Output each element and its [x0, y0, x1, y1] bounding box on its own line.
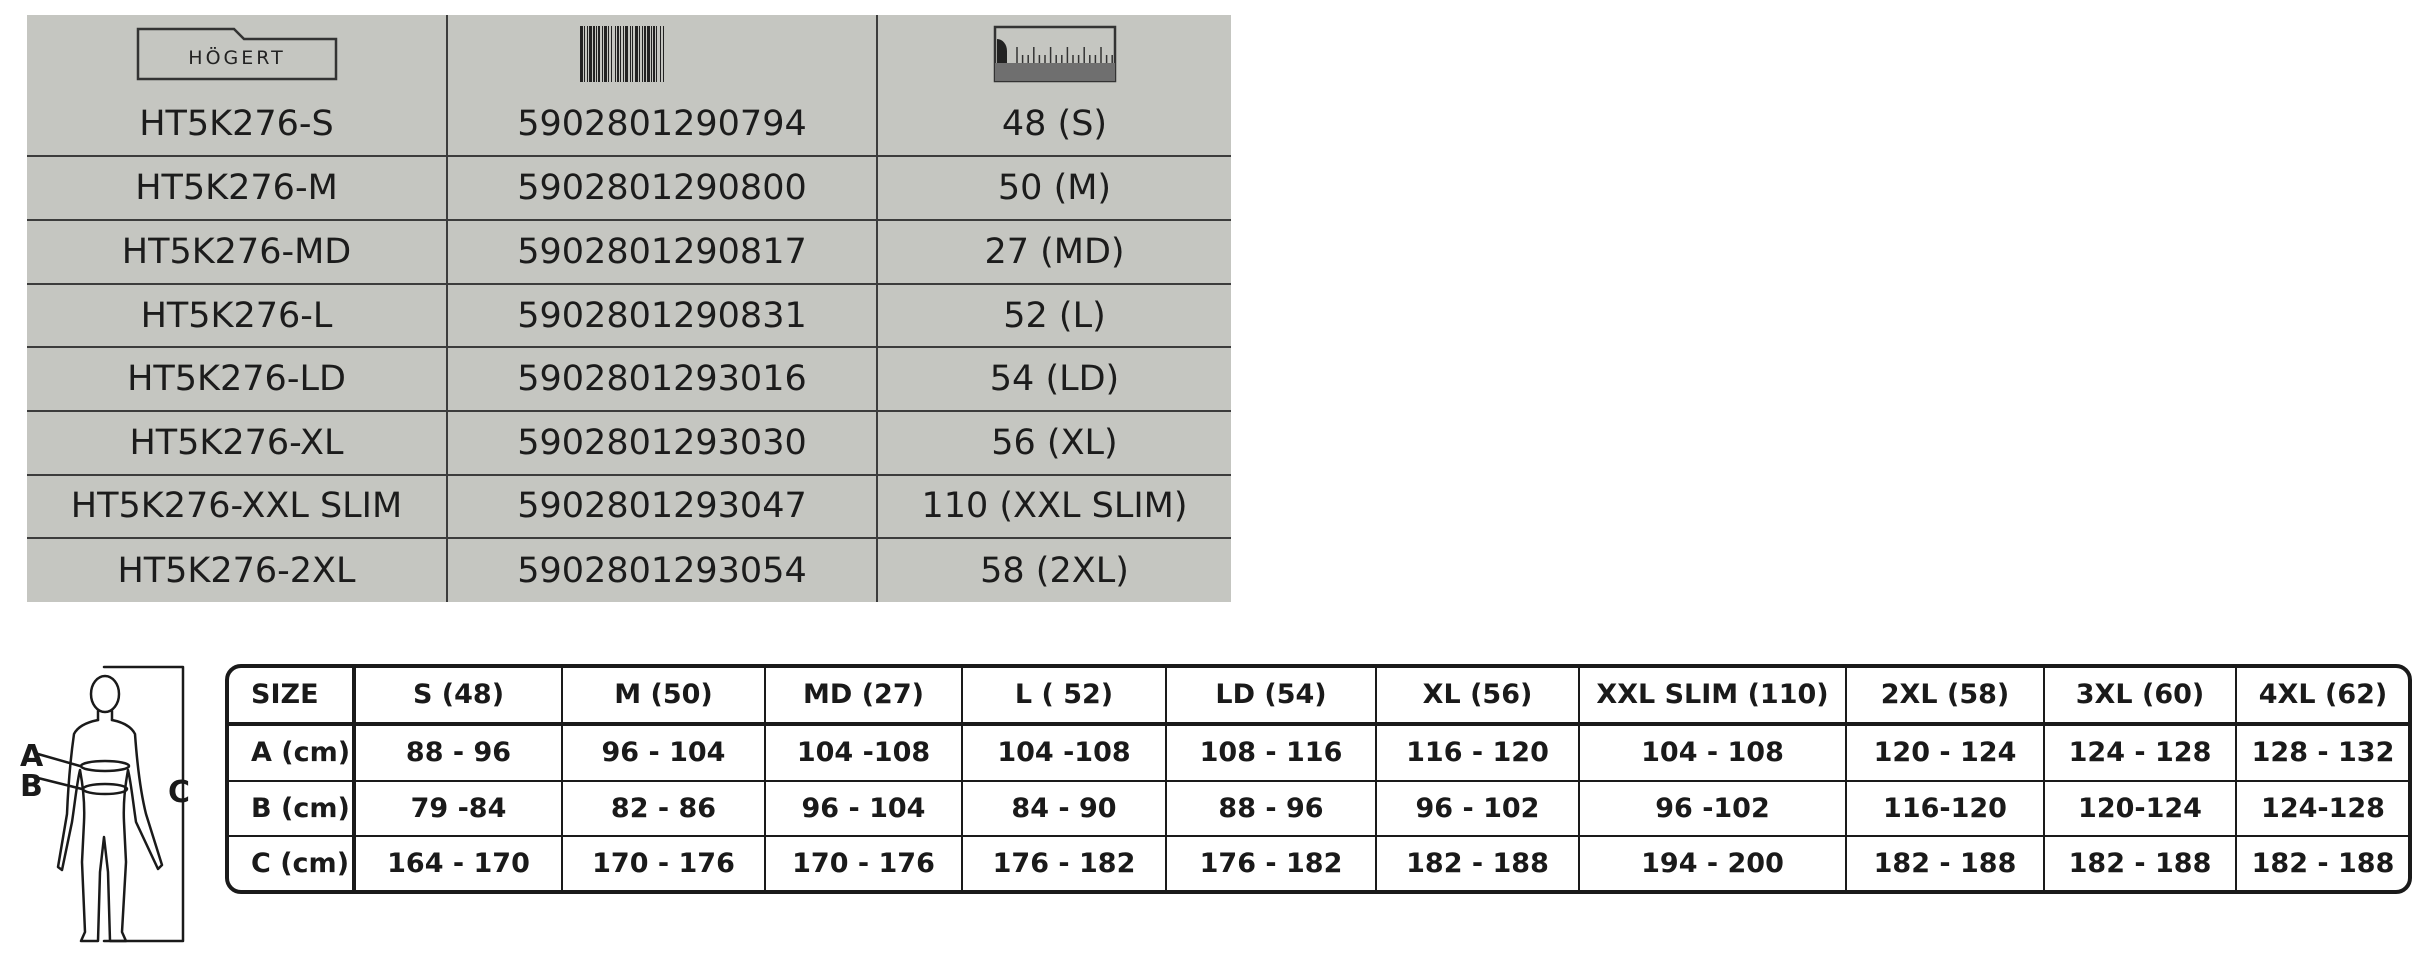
product-code: HT5K276-L	[27, 284, 447, 348]
brand-logo	[136, 27, 338, 81]
barcode-cell	[447, 15, 877, 93]
size-value: 52 (L)	[877, 284, 1231, 348]
size-value: 48 (S)	[877, 93, 1231, 157]
product-row	[27, 475, 1231, 539]
figure-label-c: C	[168, 775, 191, 810]
measurement-value: 176 - 182	[962, 836, 1166, 890]
brand-logo-cell	[27, 15, 447, 93]
figure-label-b: B	[20, 769, 43, 804]
measurement-row	[229, 836, 2409, 890]
product-row	[27, 538, 1231, 602]
measurement-value: 124-128	[2236, 781, 2409, 837]
size-column-header: M (50)	[562, 668, 765, 724]
measurement-value: 120-124	[2044, 781, 2236, 837]
measurement-value: 79 -84	[354, 781, 562, 837]
measurement-value: 84 - 90	[962, 781, 1166, 837]
ean-code: 5902801293054	[447, 538, 877, 602]
measurement-label: B (cm)	[229, 781, 354, 837]
size-chart-table	[229, 668, 2409, 890]
measurement-value: 96 -102	[1579, 781, 1846, 837]
measurement-value: 88 - 96	[1166, 781, 1376, 837]
product-code: HT5K276-2XL	[27, 538, 447, 602]
size-chart	[225, 664, 2412, 894]
measurement-value: 128 - 132	[2236, 724, 2409, 781]
size-value: 50 (M)	[877, 156, 1231, 220]
ean-code: 5902801293030	[447, 411, 877, 475]
ean-code: 5902801293047	[447, 475, 877, 539]
measurement-value: 96 - 104	[765, 781, 962, 837]
product-code: HT5K276-M	[27, 156, 447, 220]
ruler-size-icon	[993, 25, 1117, 83]
measurement-value: 182 - 188	[2044, 836, 2236, 890]
product-row	[27, 93, 1231, 157]
size-column-header: 3XL (60)	[2044, 668, 2236, 724]
measurement-row	[229, 781, 2409, 837]
measurement-value: 170 - 176	[765, 836, 962, 890]
size-column-header: 4XL (62)	[2236, 668, 2409, 724]
product-code: HT5K276-LD	[27, 347, 447, 411]
brand-logo-text: HÖGERT	[187, 46, 286, 69]
size-column-header: MD (27)	[765, 668, 962, 724]
measurement-value: 104 - 108	[1579, 724, 1846, 781]
product-row	[27, 347, 1231, 411]
ean-code: 5902801290794	[447, 93, 877, 157]
measurement-row	[229, 724, 2409, 781]
ean-code: 5902801290831	[447, 284, 877, 348]
product-code: HT5K276-XL	[27, 411, 447, 475]
size-column-header: LD (54)	[1166, 668, 1376, 724]
product-row	[27, 220, 1231, 284]
size-column-header: S (48)	[354, 668, 562, 724]
size-value: 27 (MD)	[877, 220, 1231, 284]
barcode-icon	[579, 25, 745, 83]
figure-label-a: A	[20, 739, 44, 774]
product-row	[27, 156, 1231, 220]
size-icon-cell	[877, 15, 1231, 93]
size-column-header: 2XL (58)	[1846, 668, 2044, 724]
measurement-value: 120 - 124	[1846, 724, 2044, 781]
measurement-value: 170 - 176	[562, 836, 765, 890]
measurement-label: C (cm)	[229, 836, 354, 890]
measurement-value: 182 - 188	[2251, 848, 2395, 880]
size-corner-label: SIZE	[229, 668, 354, 724]
product-table	[27, 15, 1231, 602]
measurement-value: 182 - 188	[1846, 836, 2044, 890]
ean-code: 5902801290800	[447, 156, 877, 220]
measurement-value: 194 - 200	[1579, 836, 1846, 890]
product-code: HT5K276-S	[27, 93, 447, 157]
body-measurement-figure-icon	[18, 662, 208, 946]
product-code: HT5K276-MD	[27, 220, 447, 284]
measurement-value: 124 - 128	[2044, 724, 2236, 781]
product-row	[27, 411, 1231, 475]
size-header-row	[229, 668, 2409, 724]
measurement-value: 88 - 96	[354, 724, 562, 781]
size-value: 58 (2XL)	[877, 538, 1231, 602]
measurement-value: 82 - 86	[562, 781, 765, 837]
measurement-value: 176 - 182	[1166, 836, 1376, 890]
size-column-header: XXL SLIM (110)	[1579, 668, 1846, 724]
size-value: 56 (XL)	[877, 411, 1231, 475]
product-row	[27, 284, 1231, 348]
measurement-label: A (cm)	[229, 724, 354, 781]
size-column-header: L ( 52)	[962, 668, 1166, 724]
product-code: HT5K276-XXL SLIM	[27, 475, 447, 539]
measurement-value: 104 -108	[765, 724, 962, 781]
measurement-value: 164 - 170	[354, 836, 562, 890]
measurement-value: 104 -108	[962, 724, 1166, 781]
size-column-header: XL (56)	[1376, 668, 1579, 724]
measurement-value: 182 - 188	[1376, 836, 1579, 890]
measurement-value: 96 - 102	[1376, 781, 1579, 837]
ean-code: 5902801290817	[447, 220, 877, 284]
product-table-header-row	[27, 15, 1231, 93]
measurement-value: 108 - 116	[1166, 724, 1376, 781]
ean-code: 5902801293016	[447, 347, 877, 411]
size-value: 54 (LD)	[877, 347, 1231, 411]
measurement-value: 116-120	[1846, 781, 2044, 837]
size-value: 110 (XXL SLIM)	[877, 475, 1231, 539]
measurement-value: 116 - 120	[1376, 724, 1579, 781]
measurement-value: 96 - 104	[562, 724, 765, 781]
